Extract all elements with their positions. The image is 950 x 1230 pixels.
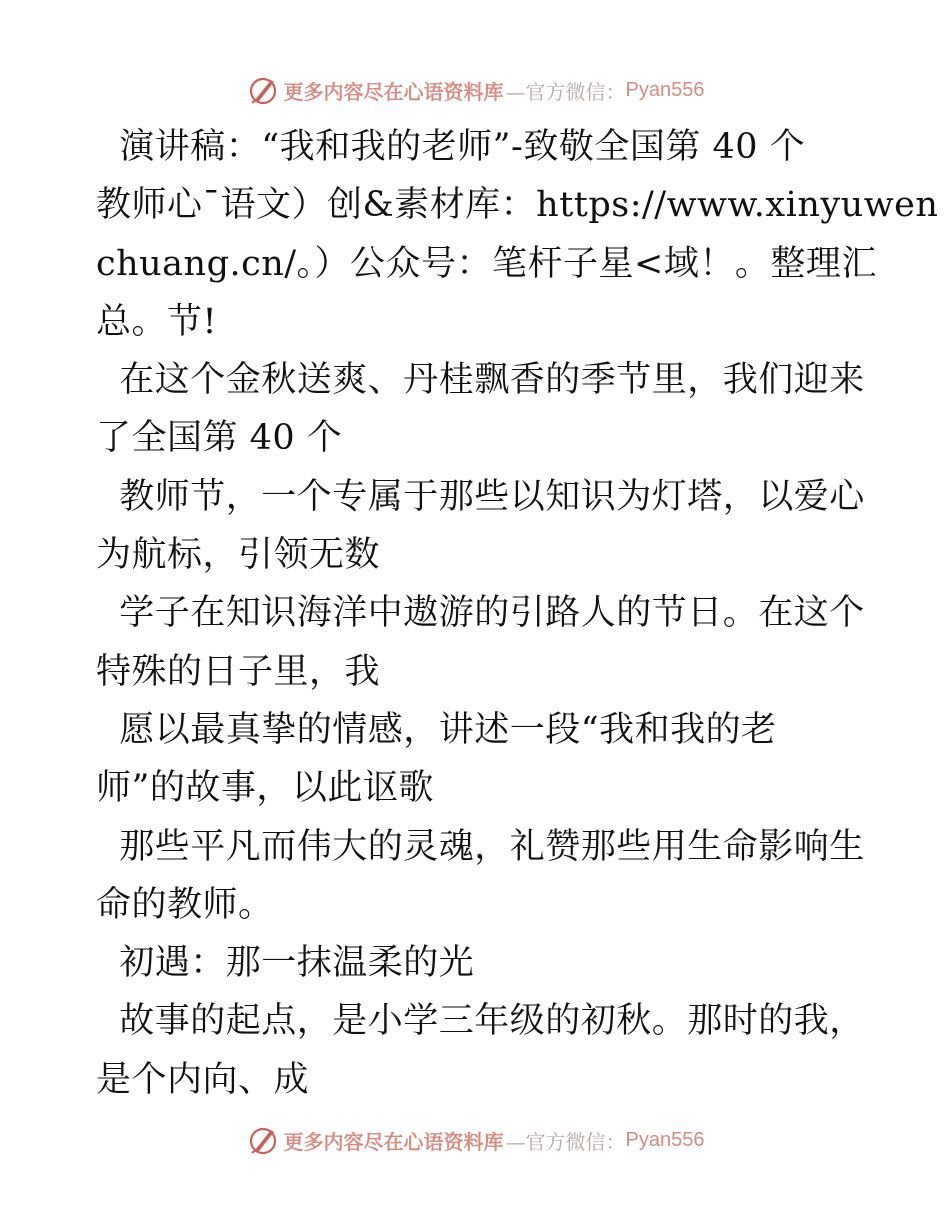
footer-site-text: 更多内容尽在心语资料库 [283,1129,504,1154]
text-line: 初遇：那一抹温柔的光 [96,943,475,984]
text-line: 师”的故事，以此讴歌 [96,768,434,809]
footer-banner [246,1123,705,1157]
text-line: 是个内向、成 [96,1059,310,1100]
text-line: 故事的起点，是小学三年级的初秋。那时的我， [96,1001,865,1042]
text-line: 为航标，引领无数 [96,535,381,576]
page-header [0,70,950,110]
text-line: 命的教师。 [96,884,274,925]
document-body [96,118,939,1109]
text-line: 教师心¯语文）创&素材库：https://www.xinyuwen [96,185,939,226]
text-line: 教师节，一个专属于那些以知识为灯塔，以爱心 [96,476,865,517]
quill-pen-logo-icon [246,73,280,107]
text-line: 在这个金秋送爽、丹桂飘香的季节里，我们迎来 [96,360,865,401]
text-line: chuang.cn/。）公众号：笔杆子星<域！。整理汇 [96,243,877,284]
header-site-text: 更多内容尽在心语资料库 [283,79,504,104]
footer-wechat-label: —官方微信： [505,1129,626,1154]
header-wechat-id: Pyan556 [625,78,705,101]
footer-wechat-id: Pyan556 [625,1128,705,1151]
page-footer [0,1120,950,1160]
text-line: 那些平凡而伟大的灵魂，礼赞那些用生命影响生 [96,826,865,867]
text-line: 总。节! [96,301,218,342]
quill-pen-logo-icon [246,1123,280,1157]
text-line: 愿以最真挚的情感，讲述一段“我和我的老 [96,709,777,750]
header-banner [246,73,705,107]
text-line: 学子在知识海洋中遨游的引路人的节日。在这个 [96,593,865,634]
text-line: 特殊的日子里，我 [96,651,381,692]
header-wechat-label: —官方微信： [505,79,626,104]
text-line: 了全国第 40 个 [96,418,343,459]
text-line: 演讲稿：“我和我的老师”-致敬全国第 40 个 [96,127,806,167]
